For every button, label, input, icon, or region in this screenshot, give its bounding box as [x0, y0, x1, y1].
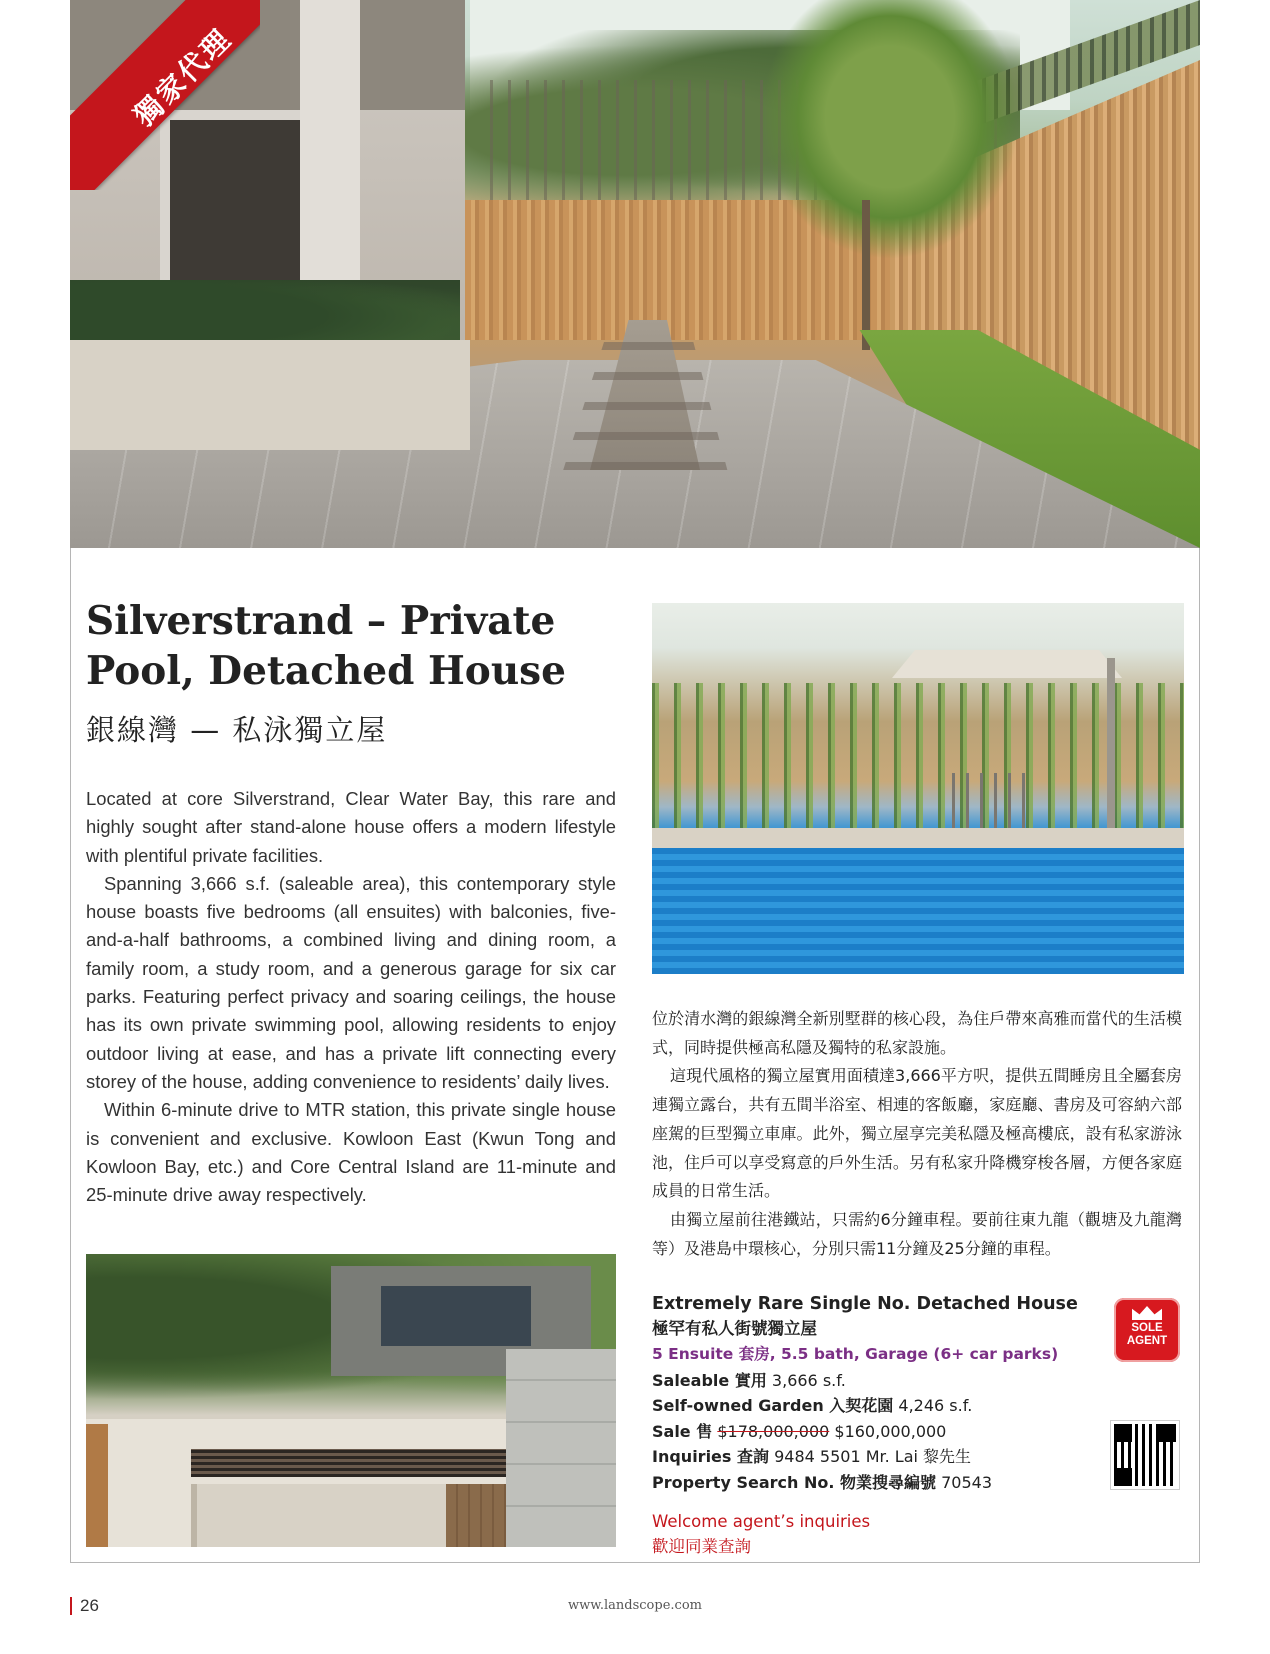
- chinese-description: [652, 1005, 1182, 1263]
- inquiries-row: [652, 1444, 1102, 1470]
- search-label: Property Search No. 物業搜尋編號: [652, 1472, 936, 1492]
- website-link[interactable]: www.landscope.com: [568, 1598, 702, 1613]
- sale-old-price: $178,000,000: [717, 1421, 830, 1441]
- saleable-label: Saleable 實用: [652, 1370, 767, 1390]
- chinese-paragraph: 由獨立屋前往港鐵站，只需約6分鐘車程。要前往東九龍（觀塘及九龍灣等）及港島中環核心，分別只需11分鐘及25分鐘的車程。: [652, 1209, 1182, 1258]
- crown-icon: [1132, 1306, 1162, 1320]
- garden-row: [652, 1393, 1102, 1419]
- english-paragraph: Located at core Silverstrand, Clear Water Bay, this rare and highly sought after stand-alone house offers a modern lifestyle with plentiful private facilities.: [86, 788, 616, 866]
- listing-headline-chinese: 極罕有私人街號獨立屋: [652, 1319, 817, 1338]
- listing-info: [652, 1292, 1102, 1559]
- sale-row: [652, 1419, 1102, 1445]
- garden-label: Self-owned Garden 入契花園: [652, 1396, 894, 1415]
- welcome-note: [652, 1509, 1102, 1559]
- garden-value: 4,246 s.f.: [898, 1396, 973, 1415]
- page-number: 26: [80, 1596, 99, 1615]
- chinese-paragraph: 位於清水灣的銀線灣全新別墅群的核心段，為住戶帶來高雅而當代的生活模式，同時提供極高私隱及獨特的私家設施。: [652, 1009, 1182, 1057]
- welcome-chinese: 歡迎同業查詢: [652, 1537, 751, 1556]
- english-description: [86, 785, 616, 1209]
- sole-agent-badge: [1114, 1298, 1180, 1362]
- saleable-row: [652, 1368, 1102, 1394]
- welcome-english: Welcome agent’s inquiries: [652, 1512, 871, 1531]
- listing-headline: Extremely Rare Single No. Detached House: [652, 1294, 1078, 1314]
- qr-code-icon[interactable]: [1110, 1420, 1180, 1490]
- page-title: Silverstrand – Private Pool, Detached House: [86, 598, 566, 694]
- badge-line-1: SOLE: [1131, 1322, 1163, 1334]
- chinese-paragraph: 這現代風格的獨立屋實用面積達3,666平方呎，提供五間睡房且全屬套房連獨立露台，共有五間半浴室、相連的客飯廳，家庭廳、書房及可容納六部座駕的巨型獨立車庫。此外，獨立屋享完美私隱及極高樓底，設有私家游泳池，住戶可以享受寫意的戶外生活。另有私家升降機穿梭各層，方便各家庭成員的日常生活。: [652, 1066, 1182, 1201]
- english-paragraph: Within 6-minute drive to MTR station, this private single house is convenient and exclusive. Kowloon East (Kwun Tong and Kowloon Bay, etc.) and Core Central Island are 11-minute and 25-minute drive away respectively.: [86, 1099, 616, 1206]
- listing-spec: 5 Ensuite 套房, 5.5 bath, Garage (6+ car parks): [652, 1345, 1059, 1363]
- house-exterior-photo: [86, 1254, 616, 1547]
- search-value: 70543: [941, 1472, 992, 1492]
- inquiries-value: 9484 5501 Mr. Lai 黎先生: [774, 1447, 972, 1466]
- english-paragraph: Spanning 3,666 s.f. (saleable area), this contemporary style house boasts five bedrooms (all ensuites) with balconies, five-and-a-half bathrooms, a combined living and dining room, a family room, a study room, and a generous garage for six car parks. Featuring perfect privacy and soaring ceilings, the house has its own private swimming pool, allowing residents to enjoy outdoor living at ease, and has a private lift connecting every storey of the house, adding convenience to residents’ daily lives.: [86, 872, 616, 1092]
- inquiries-label: Inquiries 查詢: [652, 1447, 769, 1466]
- sole-agency-ribbon: [70, 0, 260, 190]
- badge-line-2: AGENT: [1126, 1335, 1168, 1347]
- ribbon-label: 獨家代理: [127, 21, 239, 133]
- sale-new-price: $160,000,000: [834, 1421, 947, 1441]
- page-title-chinese: 銀線灣 — 私泳獨立屋: [86, 713, 388, 747]
- pool-photo: [652, 603, 1184, 974]
- search-row: [652, 1470, 1102, 1496]
- saleable-value: 3,666 s.f.: [771, 1370, 846, 1390]
- sale-label: Sale 售: [652, 1421, 713, 1441]
